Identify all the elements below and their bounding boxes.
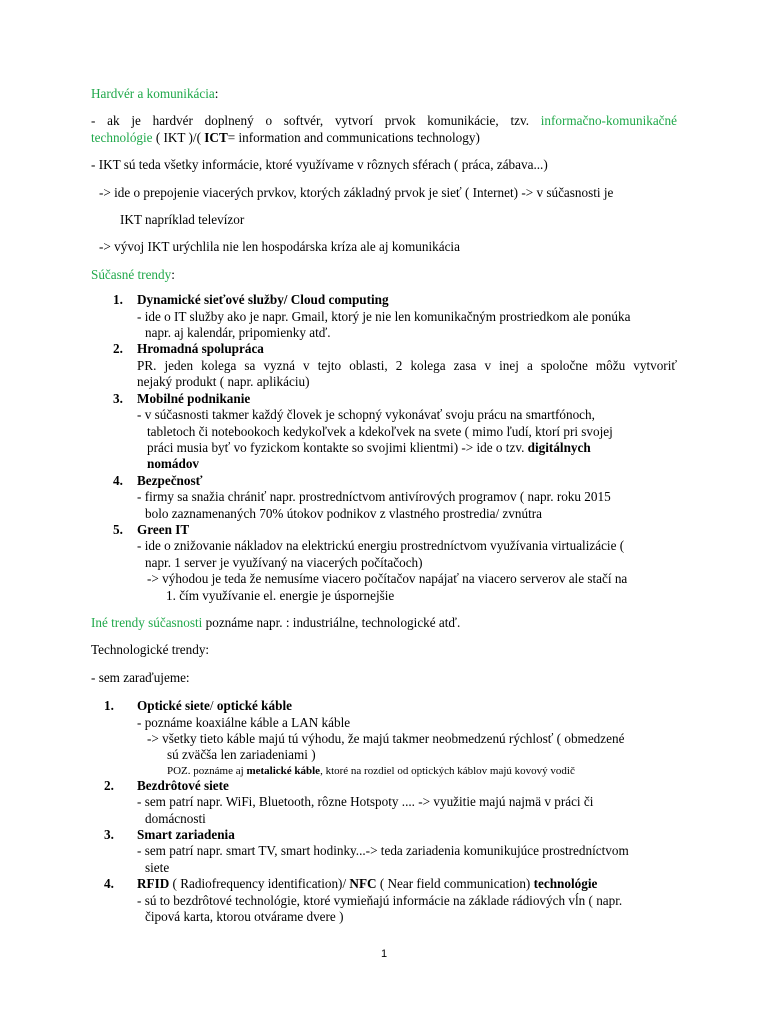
paragraph-televizor: IKT napríklad televízor xyxy=(120,212,245,228)
page-number: 1 xyxy=(380,948,388,960)
list-item: 3. Smart zariadenia - sem patrí napr. smart TV, smart hodinky...-> teda zariadenia komunikujúce prostredníctvom siete xyxy=(104,827,629,875)
list-item: 1. Dynamické sieťové služby/ Cloud computing - ide o IT služby ako je napr. Gmail, ktorý je nie len komunikačným prostriedkom ale ponúka napr. aj kalendár, pripomienky atď. xyxy=(113,292,631,341)
list-item: 4. Bezpečnosť - firmy sa snažia chrániť napr. prostredníctvom antivírových programov ( napr. roku 2015 bolo zaznamenaných 70% útokov podnikov z vlastného prostredia/ zvnútra xyxy=(113,472,611,521)
list-item: 5. Green IT - ide o znižovanie nákladov na elektrickú energiu prostredníctvom využívania virtualizácie ( napr. 1 server je využívaný na viacerých počítačoch) -> výhodou je teda že nemusíme viacero počítačov napájať na viacero serverov ale stačí na 1. čím využívanie el. energie je úspornejšie xyxy=(113,521,628,603)
paragraph-ikt-info: - IKT sú teda všetky informácie, ktoré využívame v rôznych sférach ( práca, zábava...) xyxy=(91,157,548,173)
paragraph-ine-trendy: Iné trendy súčasnosti poznáme napr. : industriálne, technologické atď. xyxy=(91,614,461,630)
list-item: 2. Hromadná spolupráca PR. jeden kolega sa vyzná v tejto oblasti, 2 kolega zasa v inej a spoločne môžu vytvoriť nejaký produkt ( napr. aplikáciu) xyxy=(113,341,677,390)
list-item: 3. Mobilné podnikanie - v súčasnosti takmer každý človek je schopný vykonávať svoju prácu na smartfónoch, tabletoch či notebookoch kedykoľvek a kdekoľvek na svete ( mimo ľudí, ktorí pri svojej práci musia byť vo fyzickom kontakte so svojimi klientmi) -> ide o tzv. digitálnych nomádov xyxy=(113,390,613,472)
list-item: 4. RFID ( Radiofrequency identification)/ NFC ( Near field communication) technológie - sú to bezdrôtové technológie, ktoré vymieňajú informácie na základe rádiových vĺn ( napr. čipová karta, ktorou otvárame dvere ) xyxy=(104,876,623,925)
heading-technologicke-trendy: Technologické trendy: xyxy=(91,642,210,658)
list-item: 2. Bezdrôtové siete - sem patrí napr. WiFi, Bluetooth, rôzne Hotspoty .... -> využitie majú najmä v práci či domácnosti xyxy=(104,777,594,826)
paragraph-prepojenie: -> ide o prepojenie viacerých prvkov, ktorých základný prvok je sieť ( Internet) -> v súčasnosti je xyxy=(99,184,614,200)
paragraph-ikt-definition: - ak je hardvér doplnený o softvér, vytvorí prvok komunikácie, tzv. informačno-komunikačné xyxy=(91,113,677,129)
paragraph-sem-zaradujeme: - sem zaraďujeme: xyxy=(91,669,190,685)
heading-sucasne-trendy: Súčasné trendy: xyxy=(91,266,175,282)
list-item: 1. Optické siete/ optické káble - poznáme koaxiálne káble a LAN káble -> všetky tieto káble majú tú výhodu, že majú takmer neobmedzenú rýchlosť ( obmedzené sú zväčša len zariadeniami ) POZ. poznáme aj metalické káble, ktoré na rozdiel od optických káblov majú kovový vodič xyxy=(104,698,625,777)
document-body xyxy=(91,84,677,925)
trends-list xyxy=(91,292,677,604)
paragraph-ikt-definition-2: technológie ( IKT )/( ICT= information and communications technology) xyxy=(91,129,480,145)
heading-hardver: Hardvér a komunikácia: xyxy=(91,86,219,101)
tech-trends-list xyxy=(91,698,677,925)
paragraph-vyvoj: -> vývoj IKT urýchlila nie len hospodárska kríza ale aj komunikácia xyxy=(99,239,460,255)
